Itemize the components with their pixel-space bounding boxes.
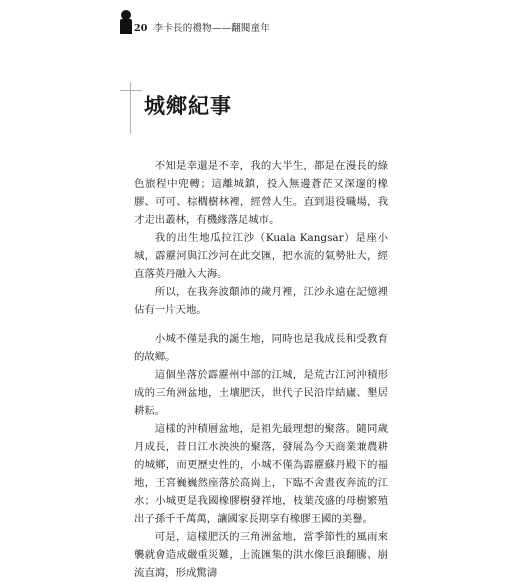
paragraph: 這樣的沖積層盆地，是祖先最理想的聚落。隨同歲月成長，昔日江水泱泱的聚落，發展為今天商業兼農耕的城鄉，而更歷史性的，小城不僅為霹靂蘇丹殿下的福地，王宮巍巍然座落於高崗上，下臨不舍晝夜奔流的江水；小城更是我國橡膠樹發祥地，枝葉茂盛的母樹繁殖出子孫千千萬萬，讓國家長期享有橡膠王國的美譽。 (134, 423, 388, 525)
person-silhouette-icon (120, 10, 132, 34)
running-title: 李卡長的禮物——翻閱童年 (153, 23, 271, 34)
paragraph: 可是，這樣肥沃的三角洲盆地，當季節性的風雨來襲就會造成嚴重災難，上流匯集的洪水像巨浪翻騰、崩流直瀉，形成驚濤 (134, 531, 388, 579)
title-ornament-horizontal-rule (120, 90, 142, 91)
paragraph: 小城不僅是我的誕生地，同時也是我成長和受教育的故鄉。 (134, 333, 388, 363)
paragraph: 這個坐落於霹靂州中部的江城，是荒古江河沖積形成的三角洲盆地，土壤肥沃，世代子民沿岸結廬、墾居耕耘。 (134, 369, 388, 417)
paragraph: 所以，在我奔波顛沛的歲月裡，江沙永遠在記憶裡佔有一片天地。 (134, 286, 388, 316)
paragraph: 不知是幸還是不幸，我的大半生，都是在漫長的綠色旅程中兜轉；這離城鎮，投入無邊蒼茫又深邃的橡膠、可可、棕櫚樹林裡，經營人生。直到退役職場，我才走出叢林，有機緣落足城市。 (134, 160, 388, 226)
chapter-title: 城鄉紀事 (144, 93, 232, 118)
header-text (134, 23, 270, 35)
body-text (134, 157, 388, 582)
running-header (120, 10, 270, 36)
paragraph: 我的出生地瓜拉江沙（Kuala Kangsar）是座小城，霹靂河與江沙河在此交匯，把水流的氣勢壯大，經直落英丹融入大海。 (134, 232, 388, 280)
page-number: 20 (134, 23, 148, 34)
